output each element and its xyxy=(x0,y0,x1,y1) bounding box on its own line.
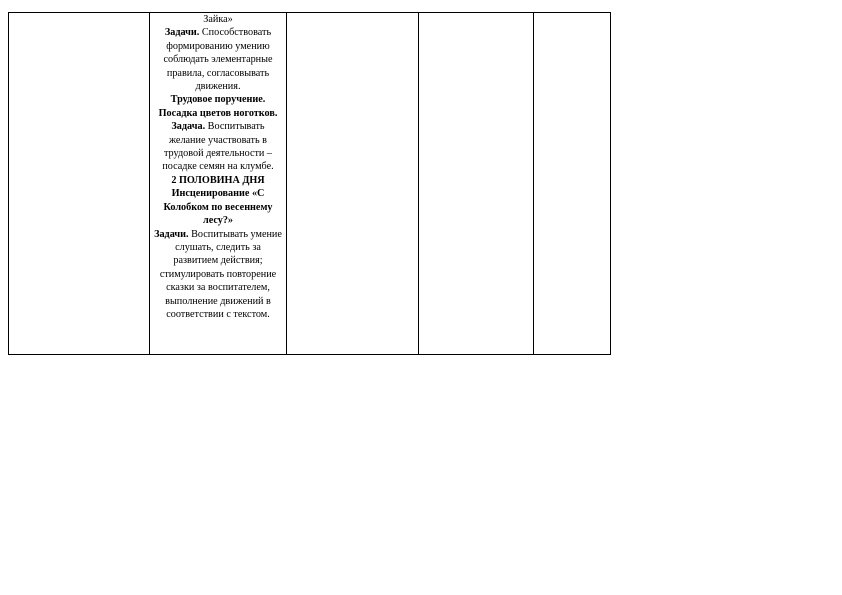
table-cell-5 xyxy=(534,13,611,355)
labor-task-paragraph xyxy=(152,120,284,174)
staging-heading: Инсценирование «С Колобком по весеннему лесу?» xyxy=(163,188,273,227)
tasks-text-2: Воспитывать умение слушать, следить за развитием действия; стимулировать повторение сказки за воспитателем, выполнение движений в соответствии с текстом. xyxy=(159,228,282,320)
cell-content xyxy=(150,13,286,321)
task-label: Задача. xyxy=(171,121,206,133)
table-cell-1 xyxy=(9,13,150,355)
table-cell-3 xyxy=(287,13,419,355)
labor-assignment-heading: Трудовое поручение. Посадка цветов ноготков. xyxy=(158,94,278,119)
staging-tasks-paragraph xyxy=(152,228,284,322)
tasks-label: Задачи. xyxy=(164,27,200,39)
game-tasks-paragraph xyxy=(152,26,284,93)
table-row xyxy=(9,13,611,355)
plan-table xyxy=(8,12,611,355)
table-cell-4 xyxy=(419,13,534,355)
table-cell-2 xyxy=(150,13,287,355)
tasks-text: Способствовать формированию умению соблюдать элементарные правила, согласовывать движения. xyxy=(163,27,273,93)
second-half-heading: 2 ПОЛОВИНА ДНЯ xyxy=(171,174,265,186)
task-text: Воспитывать желание участвовать в трудовой деятельности – посадке семян на клумбе. xyxy=(162,121,274,173)
tasks-label-2: Задачи. xyxy=(154,228,189,240)
text-game-title-end: Зайка» xyxy=(203,14,233,25)
